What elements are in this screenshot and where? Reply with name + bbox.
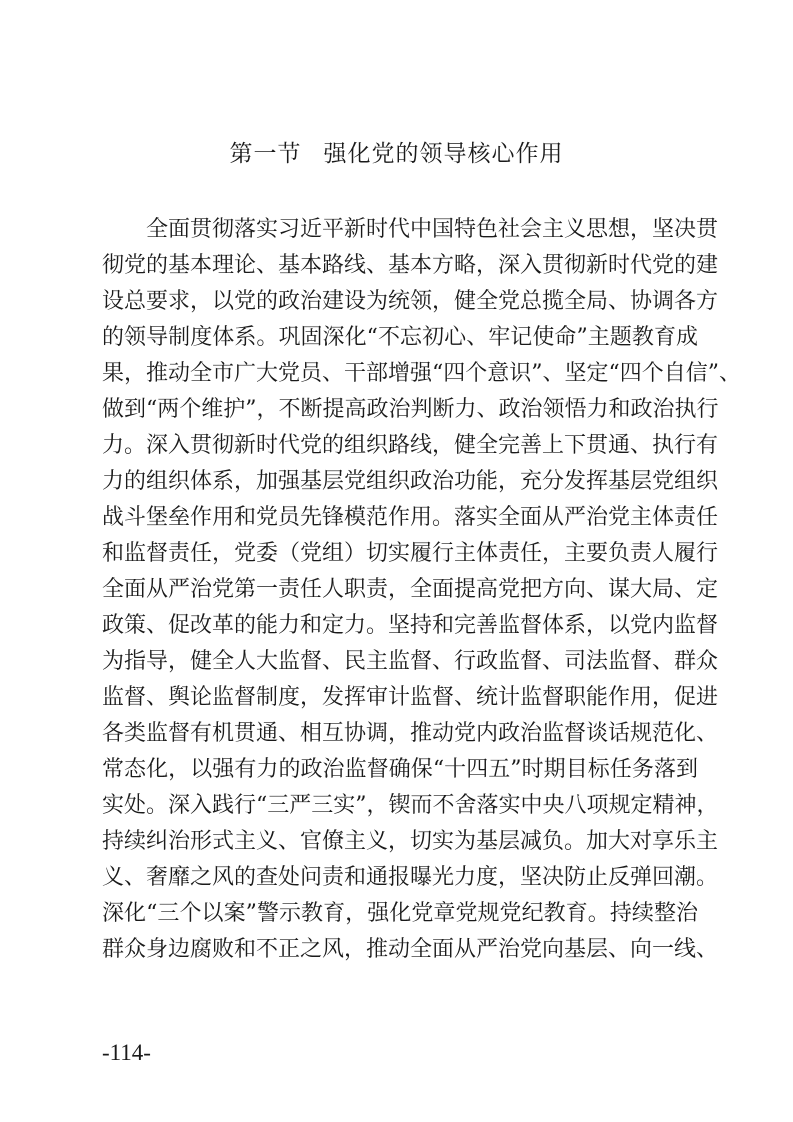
page-number: -114- [102, 1040, 151, 1065]
section-heading [0, 138, 793, 170]
paragraph-line: 为指导，健全人大监督、民主监督、行政监督、司法监督、群众 [102, 649, 719, 674]
paragraph-line: 战斗堡垒作用和党员先锋模范作用。落实全面从严治党主体责任 [102, 505, 719, 530]
paragraph-line: 义、奢靡之风的查处问责和通报曝光力度，坚决防止反弹回潮。 [102, 865, 719, 890]
paragraph-line: 群众身边腐败和不正之风，推动全面从严治党向基层、向一线、 [102, 937, 719, 962]
paragraph-line: 全面从严治党第一责任人职责，全面提高党把方向、谋大局、定 [102, 577, 719, 602]
paragraph-line: 全面贯彻落实习近平新时代中国特色社会主义思想，坚决贯 [146, 217, 719, 242]
paragraph-line: 设总要求，以党的政治建设为统领，健全党总揽全局、协调各方 [102, 289, 719, 314]
section-title: 强化党的领导核心作用 [323, 141, 564, 167]
paragraph-line: 深化“三个以案”警示教育，强化党章党规党纪教育。持续整治 [102, 901, 698, 926]
paragraph-line: 彻党的基本理论、基本路线、基本方略，深入贯彻新时代党的建 [102, 253, 719, 278]
paragraph-line: 各类监督有机贯通、相互协调，推动党内政治监督谈话规范化、 [102, 721, 719, 746]
paragraph-line: 政策、促改革的能力和定力。坚持和完善监督体系，以党内监督 [102, 613, 719, 638]
paragraph-line: 果，推动全市广大党员、干部增强“四个意识”、坚定“四个自信”、 [102, 361, 741, 386]
section-number: 第一节 [229, 141, 302, 167]
paragraph-line: 力的组织体系，加强基层党组织政治功能，充分发挥基层党组织 [102, 469, 719, 494]
paragraph-line: 监督、舆论监督制度，发挥审计监督、统计监督职能作用，促进 [102, 685, 719, 710]
paragraph-line: 做到“两个维护”，不断提高政治判断力、政治领悟力和政治执行 [102, 397, 719, 422]
paragraph-line: 实处。深入践行“三严三实”，锲而不舍落实中央八项规定精神， [102, 793, 719, 818]
body-paragraph [102, 212, 741, 968]
paragraph-line: 持续纠治形式主义、官僚主义，切实为基层减负。加大对享乐主 [102, 829, 719, 854]
paragraph-line: 力。深入贯彻新时代党的组织路线，健全完善上下贯通、执行有 [102, 433, 719, 458]
paragraph-line: 常态化，以强有力的政治监督确保“十四五”时期目标任务落到 [102, 757, 698, 782]
paragraph-line: 的领导制度体系。巩固深化“不忘初心、牢记使命”主题教育成 [102, 325, 698, 350]
paragraph-line: 和监督责任，党委（党组）切实履行主体责任，主要负责人履行 [102, 541, 719, 566]
